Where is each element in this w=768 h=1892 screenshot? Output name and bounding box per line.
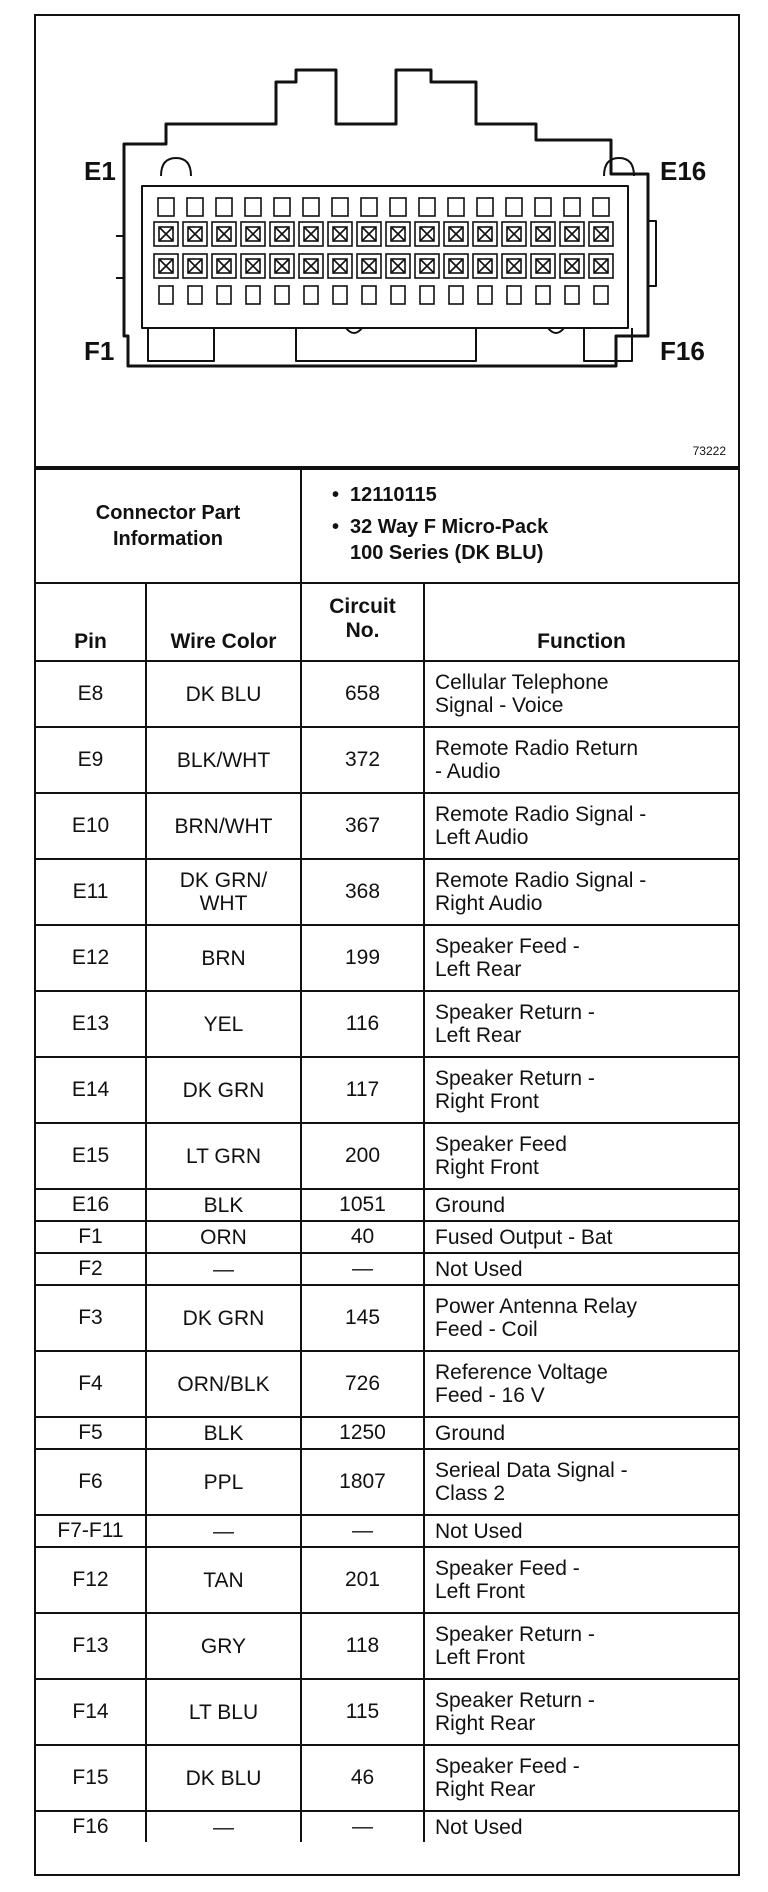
part-number: • 12110115: [350, 482, 738, 508]
circuit-cell: 1807: [301, 1449, 424, 1515]
pin-cell: F4: [36, 1351, 146, 1417]
pin-row: [36, 991, 738, 1057]
pin-cell: F13: [36, 1613, 146, 1679]
pin-label-f16: F16: [660, 336, 705, 366]
wire-color-cell: DK BLU: [146, 1745, 301, 1811]
terminal-latch: [536, 286, 550, 304]
wire-color-cell: LT GRN: [146, 1123, 301, 1189]
column-header-function: Function: [424, 583, 738, 661]
pin-cell: E9: [36, 727, 146, 793]
function-cell: Cellular Telephone Signal - Voice: [424, 661, 738, 727]
wire-color-cell: LT BLU: [146, 1679, 301, 1745]
circuit-cell: 117: [301, 1057, 424, 1123]
function-cell: Remote Radio Return - Audio: [424, 727, 738, 793]
circuit-cell: 658: [301, 661, 424, 727]
pin-label-f1: F1: [84, 336, 115, 366]
connector-series: 100 Series (DK BLU): [350, 542, 544, 564]
pin-cell: E12: [36, 925, 146, 991]
pin-cell: F16: [36, 1811, 146, 1842]
pin-cell: E11: [36, 859, 146, 925]
pin-row: [36, 661, 738, 727]
terminal-latch: [187, 198, 203, 216]
pin-cell: F15: [36, 1745, 146, 1811]
function-cell: Not Used: [424, 1515, 738, 1547]
connector-sheet: [34, 14, 740, 1876]
terminal-latch: [274, 198, 290, 216]
pin-cell: E13: [36, 991, 146, 1057]
wire-color-cell: —: [146, 1811, 301, 1842]
terminal-latch: [593, 198, 609, 216]
pin-cell: F5: [36, 1417, 146, 1449]
terminal-latch: [216, 198, 232, 216]
terminal-latch: [419, 198, 435, 216]
circuit-cell: 200: [301, 1123, 424, 1189]
circuit-cell: 1250: [301, 1417, 424, 1449]
wire-color-cell: PPL: [146, 1449, 301, 1515]
circuit-cell: 118: [301, 1613, 424, 1679]
wire-color-cell: DK GRN: [146, 1285, 301, 1351]
function-cell: Reference Voltage Feed - 16 V: [424, 1351, 738, 1417]
function-cell: Remote Radio Signal - Right Audio: [424, 859, 738, 925]
terminal-latch: [420, 286, 434, 304]
wire-color-cell: DK GRN: [146, 1057, 301, 1123]
wire-color-cell: BLK/WHT: [146, 727, 301, 793]
pin-cell: F12: [36, 1547, 146, 1613]
connector-info-row: [36, 469, 738, 583]
terminal-latch: [565, 286, 579, 304]
terminal-latch: [275, 286, 289, 304]
terminal-latch: [217, 286, 231, 304]
figure-number: 73222: [692, 444, 726, 458]
terminal-latch: [506, 198, 522, 216]
terminal-latch: [448, 198, 464, 216]
circuit-cell: 367: [301, 793, 424, 859]
column-header-wire-color: Wire Color: [146, 583, 301, 661]
terminal-latch: [449, 286, 463, 304]
terminal-latch: [158, 198, 174, 216]
pin-cell: F3: [36, 1285, 146, 1351]
pin-cell: F7-F11: [36, 1515, 146, 1547]
circuit-cell: 1051: [301, 1189, 424, 1221]
terminal-latch: [391, 286, 405, 304]
function-cell: Speaker Feed - Left Rear: [424, 925, 738, 991]
wire-color-cell: GRY: [146, 1613, 301, 1679]
connector-face-drawing: [36, 16, 738, 466]
circuit-cell: 116: [301, 991, 424, 1057]
function-cell: Speaker Return - Right Rear: [424, 1679, 738, 1745]
terminal-latch: [564, 198, 580, 216]
function-cell: Speaker Return - Left Rear: [424, 991, 738, 1057]
terminal-latch: [159, 286, 173, 304]
pin-label-e1: E1: [84, 156, 116, 186]
wire-color-cell: ORN: [146, 1221, 301, 1253]
pin-cell: F14: [36, 1679, 146, 1745]
terminal-latch: [245, 198, 261, 216]
circuit-cell: 46: [301, 1745, 424, 1811]
function-cell: Remote Radio Signal - Left Audio: [424, 793, 738, 859]
function-cell: Fused Output - Bat: [424, 1221, 738, 1253]
circuit-cell: —: [301, 1253, 424, 1285]
pin-label-e16: E16: [660, 156, 707, 186]
terminal-latch: [594, 286, 608, 304]
function-cell: Not Used: [424, 1811, 738, 1842]
terminal-latch: [304, 286, 318, 304]
terminal-latch: [303, 198, 319, 216]
connector-type: • 32 Way F Micro-Pack 100 Series (DK BLU): [350, 514, 738, 566]
pinout-header-row: [36, 583, 738, 661]
wire-color-cell: DK GRN/ WHT: [146, 859, 301, 925]
circuit-cell: —: [301, 1515, 424, 1547]
terminal-latch: [535, 198, 551, 216]
pin-cell: F1: [36, 1221, 146, 1253]
pin-row: [36, 1253, 738, 1285]
wire-color-cell: BLK: [146, 1417, 301, 1449]
terminal-latch: [188, 286, 202, 304]
terminal-latch: [333, 286, 347, 304]
function-cell: Speaker Feed - Right Rear: [424, 1745, 738, 1811]
pin-row: [36, 1449, 738, 1515]
connector-diagram: [36, 16, 738, 468]
terminal-latch: [362, 286, 376, 304]
terminal-latch: [507, 286, 521, 304]
pin-row: [36, 1745, 738, 1811]
terminal-latch: [332, 198, 348, 216]
pin-row: [36, 1189, 738, 1221]
function-cell: Speaker Feed - Left Front: [424, 1547, 738, 1613]
function-cell: Speaker Return - Left Front: [424, 1613, 738, 1679]
pin-row: [36, 1285, 738, 1351]
circuit-cell: 372: [301, 727, 424, 793]
pin-row: [36, 1679, 738, 1745]
wire-color-cell: TAN: [146, 1547, 301, 1613]
wire-color-cell: —: [146, 1253, 301, 1285]
function-cell: Serieal Data Signal - Class 2: [424, 1449, 738, 1515]
terminal-latch: [246, 286, 260, 304]
terminal-latch: [478, 286, 492, 304]
connector-info-table: [36, 468, 738, 1842]
pin-row: [36, 1351, 738, 1417]
pin-cell: E14: [36, 1057, 146, 1123]
terminal-latch: [390, 198, 406, 216]
pin-row: [36, 793, 738, 859]
circuit-cell: —: [301, 1811, 424, 1842]
pin-cell: F6: [36, 1449, 146, 1515]
wire-color-cell: ORN/BLK: [146, 1351, 301, 1417]
terminal-latch: [361, 198, 377, 216]
function-cell: Power Antenna Relay Feed - Coil: [424, 1285, 738, 1351]
wire-color-cell: BRN: [146, 925, 301, 991]
pinout-rows: [36, 661, 738, 1842]
function-cell: Not Used: [424, 1253, 738, 1285]
pin-row: [36, 727, 738, 793]
circuit-cell: 199: [301, 925, 424, 991]
circuit-cell: 201: [301, 1547, 424, 1613]
pin-cell: E10: [36, 793, 146, 859]
pin-row: [36, 1811, 738, 1842]
pin-row: [36, 1123, 738, 1189]
pin-row: [36, 1613, 738, 1679]
circuit-cell: 145: [301, 1285, 424, 1351]
pin-row: [36, 1417, 738, 1449]
function-cell: Speaker Feed Right Front: [424, 1123, 738, 1189]
pin-cell: E15: [36, 1123, 146, 1189]
wire-color-cell: BLK: [146, 1189, 301, 1221]
column-header-circuit: Circuit No.: [301, 583, 424, 661]
function-cell: Ground: [424, 1417, 738, 1449]
circuit-cell: 115: [301, 1679, 424, 1745]
pin-row: [36, 1221, 738, 1253]
pin-cell: F2: [36, 1253, 146, 1285]
circuit-cell: 40: [301, 1221, 424, 1253]
column-header-pin: Pin: [36, 583, 146, 661]
terminal-latch: [477, 198, 493, 216]
connector-info-details: [301, 469, 738, 583]
function-cell: Speaker Return - Right Front: [424, 1057, 738, 1123]
wire-color-cell: DK BLU: [146, 661, 301, 727]
circuit-cell: 726: [301, 1351, 424, 1417]
connector-info-title: Connector Part Information: [36, 469, 301, 583]
wire-color-cell: —: [146, 1515, 301, 1547]
pin-row: [36, 925, 738, 991]
pin-cell: E8: [36, 661, 146, 727]
pin-row: [36, 1515, 738, 1547]
circuit-cell: 368: [301, 859, 424, 925]
wire-color-cell: BRN/WHT: [146, 793, 301, 859]
pin-cell: E16: [36, 1189, 146, 1221]
pin-row: [36, 859, 738, 925]
function-cell: Ground: [424, 1189, 738, 1221]
pin-row: [36, 1057, 738, 1123]
wire-color-cell: YEL: [146, 991, 301, 1057]
pin-row: [36, 1547, 738, 1613]
